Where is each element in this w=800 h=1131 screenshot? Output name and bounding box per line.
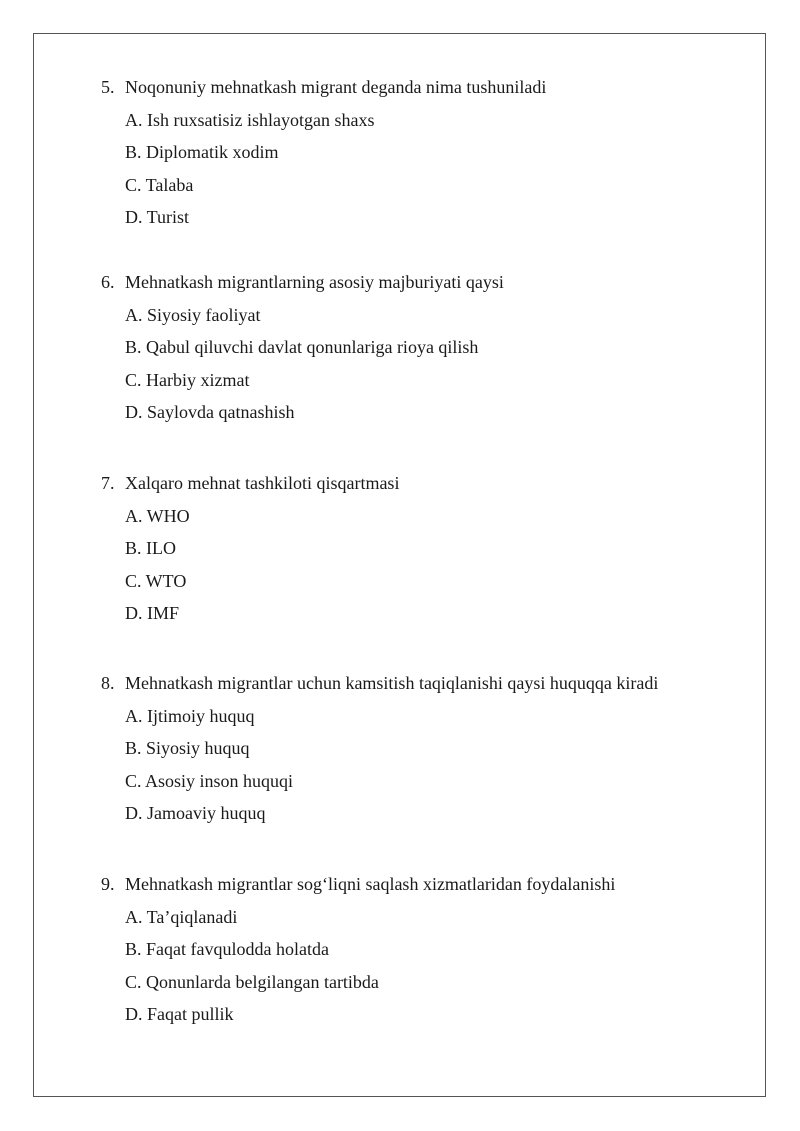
answer-option: A. Ta’qiqlanadi: [125, 906, 238, 927]
answer-option: D. IMF: [125, 603, 180, 623]
answer-option: D. Turist: [125, 207, 190, 227]
question-line: [101, 76, 741, 98]
answer-option: D. Saylovda qatnashish: [125, 402, 295, 422]
question-number: 6.: [101, 272, 115, 292]
answer-option: A. Ijtimoiy huquq: [125, 705, 255, 726]
question-text: Noqonuniy mehnatkash migrant deganda nima tushuniladi: [125, 77, 547, 97]
question-8: [101, 672, 741, 824]
question-5: [101, 76, 741, 228]
answer-option: C. Harbiy xizmat: [125, 369, 250, 390]
question-number: 5.: [101, 77, 115, 97]
question-9: [101, 873, 741, 1025]
question-text: Mehnatkash migrantlarning asosiy majburiyati qaysi: [125, 272, 504, 292]
answer-option: C. WTO: [125, 570, 187, 591]
question-text: Mehnatkash migrantlar sog‘liqni saqlash xizmatlaridan foydalanishi: [125, 874, 616, 894]
answer-option: D. Jamoaviy huquq: [125, 803, 266, 823]
question-line: [101, 472, 741, 494]
answer-option: C. Asosiy inson huquqi: [125, 770, 294, 791]
question-text: Mehnatkash migrantlar uchun kamsitish taqiqlanishi qaysi huquqqa kiradi: [125, 673, 659, 693]
question-number: 9.: [101, 874, 115, 894]
answer-option: D. Faqat pullik: [125, 1004, 234, 1024]
answer-option: B. Diplomatik xodim: [125, 142, 279, 162]
answer-option: A. Siyosiy faoliyat: [125, 304, 261, 325]
answer-option: C. Qonunlarda belgilangan tartibda: [125, 971, 379, 992]
question-text: Xalqaro mehnat tashkiloti qisqartmasi: [125, 473, 400, 493]
question-line: [101, 672, 741, 694]
question-6: [101, 271, 741, 423]
question-7: [101, 472, 741, 624]
answer-option: B. Qabul qiluvchi davlat qonunlariga rioya qilish: [125, 337, 479, 357]
question-number: 8.: [101, 673, 115, 693]
answer-option: B. Siyosiy huquq: [125, 738, 250, 758]
question-line: [101, 271, 741, 293]
answer-option: C. Talaba: [125, 174, 194, 195]
answer-option: B. Faqat favqulodda holatda: [125, 939, 329, 959]
answer-option: A. WHO: [125, 505, 190, 526]
answer-option: A. Ish ruxsatisiz ishlayotgan shaxs: [125, 109, 375, 130]
answer-option: B. ILO: [125, 538, 176, 558]
question-line: [101, 873, 741, 895]
question-number: 7.: [101, 473, 115, 493]
